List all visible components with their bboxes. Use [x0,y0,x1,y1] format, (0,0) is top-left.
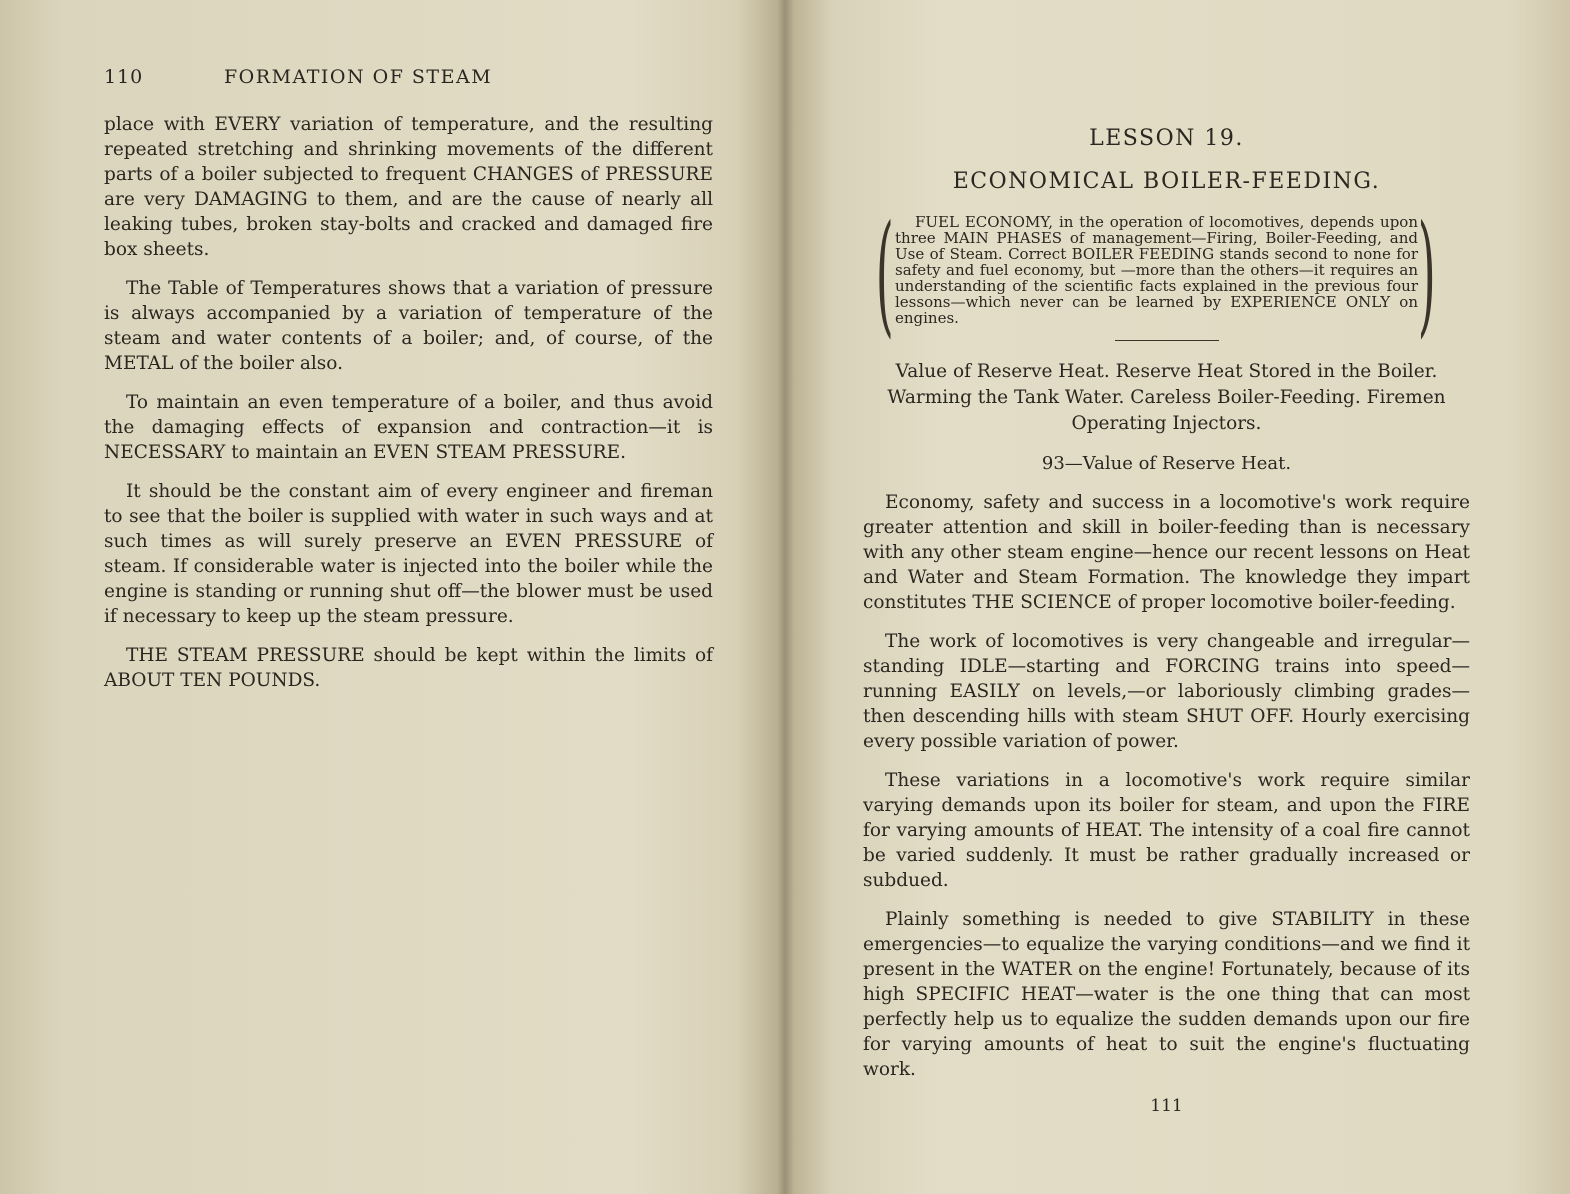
page-number-right: 111 [1150,1096,1183,1116]
section-heading: 93—Value of Reserve Heat. [1041,453,1292,474]
summary-text: FUEL ECONOMY, in the operation of locomotives, depends upon three MAIN PHASES of management—Firing, Boiler-Feeding, and Use of Steam. Correct BOILER FEEDING stands second to none for safety and fuel economy, but —more than the others—it requires an understanding of the scientific facts explained in the previous four lessons—which never can be learned by EXPERIENCE ONLY on engines. [895,213,1418,327]
left-paragraph-1: place with EVERY variation of temperature, and the resulting repeated stretching and shrinking movements of the different parts of a boiler subjected to frequent CHANGES of PRESSURE are very DAMAGING to them, and are the cause of nearly all leaking tubes, broken stay-bolts and cracked and damaged fire box sheets. [104,114,713,260]
running-title: FORMATION OF STEAM [224,66,493,88]
right-brace-icon: ) [1417,197,1436,351]
right-paragraph-3: These variations in a locomotive's work require similar varying demands upon its boiler for steam, and upon the FIRE for varying amounts of HEAT. The intensity of a coal fire cannot be varied suddenly. It must be rather gradually increased or subdued. [863,770,1470,891]
lesson-topics: Value of Reserve Heat. Reserve Heat Stored in the Boiler. Warming the Tank Water. Careless Boiler-Feeding. Firemen Operating Injectors. [887,361,1446,434]
lesson-number: LESSON 19. [1089,126,1244,151]
right-paragraph-1: Economy, safety and success in a locomotive's work require greater attention and skill in boiler-feeding than is necessary with any other steam engine—hence our recent lessons on Heat and Water and Steam Formation. The knowledge they impart constitutes THE SCIENCE of proper locomotive boiler-feeding. [863,492,1470,613]
right-page [785,0,1570,1194]
divider-rule [1115,340,1219,341]
right-paragraph-2: The work of locomotives is very changeable and irregular—standing IDLE—starting and FORCING trains into speed—running EASILY on levels,—or laboriously climbing grades—then descending hills with steam SHUT OFF. Hourly exercising every possible variation of power. [863,631,1470,752]
left-paragraph-5: THE STEAM PRESSURE should be kept within the limits of ABOUT TEN POUNDS. [104,645,713,691]
lesson-summary [875,197,1436,351]
page-number-left: 110 [104,66,144,88]
running-head-left [104,66,713,88]
left-paragraph-2: The Table of Temperatures shows that a variation of pressure is always accompanied by a variation of temperature of the steam and water contents of a boiler; and, of course, of the METAL of the boiler also. [104,278,713,374]
left-paragraph-3: To maintain an even temperature of a boiler, and thus avoid the damaging effects of expansion and contraction—it is NECESSARY to maintain an EVEN STEAM PRESSURE. [104,392,713,463]
lesson-title: ECONOMICAL BOILER-FEEDING. [952,169,1381,194]
right-paragraph-4: Plainly something is needed to give STABILITY in these emergencies—to equalize the varying conditions—and we find it present in the WATER on the engine! Fortunately, because of its high SPECIFIC HEAT—water is the one thing that can most perfectly help us to equalize the sudden demands upon our fire for varying amounts of heat to suit the engine's fluctuating work. [863,909,1470,1080]
left-paragraph-4: It should be the constant aim of every engineer and fireman to see that the boiler is supplied with water in such ways and at such times as will surely preserve an EVEN PRESSURE of steam. If considerable water is injected into the boiler while the engine is standing or running shut off—the blower must be used if necessary to keep up the steam pressure. [104,481,713,627]
left-brace-icon: ( [875,197,894,351]
